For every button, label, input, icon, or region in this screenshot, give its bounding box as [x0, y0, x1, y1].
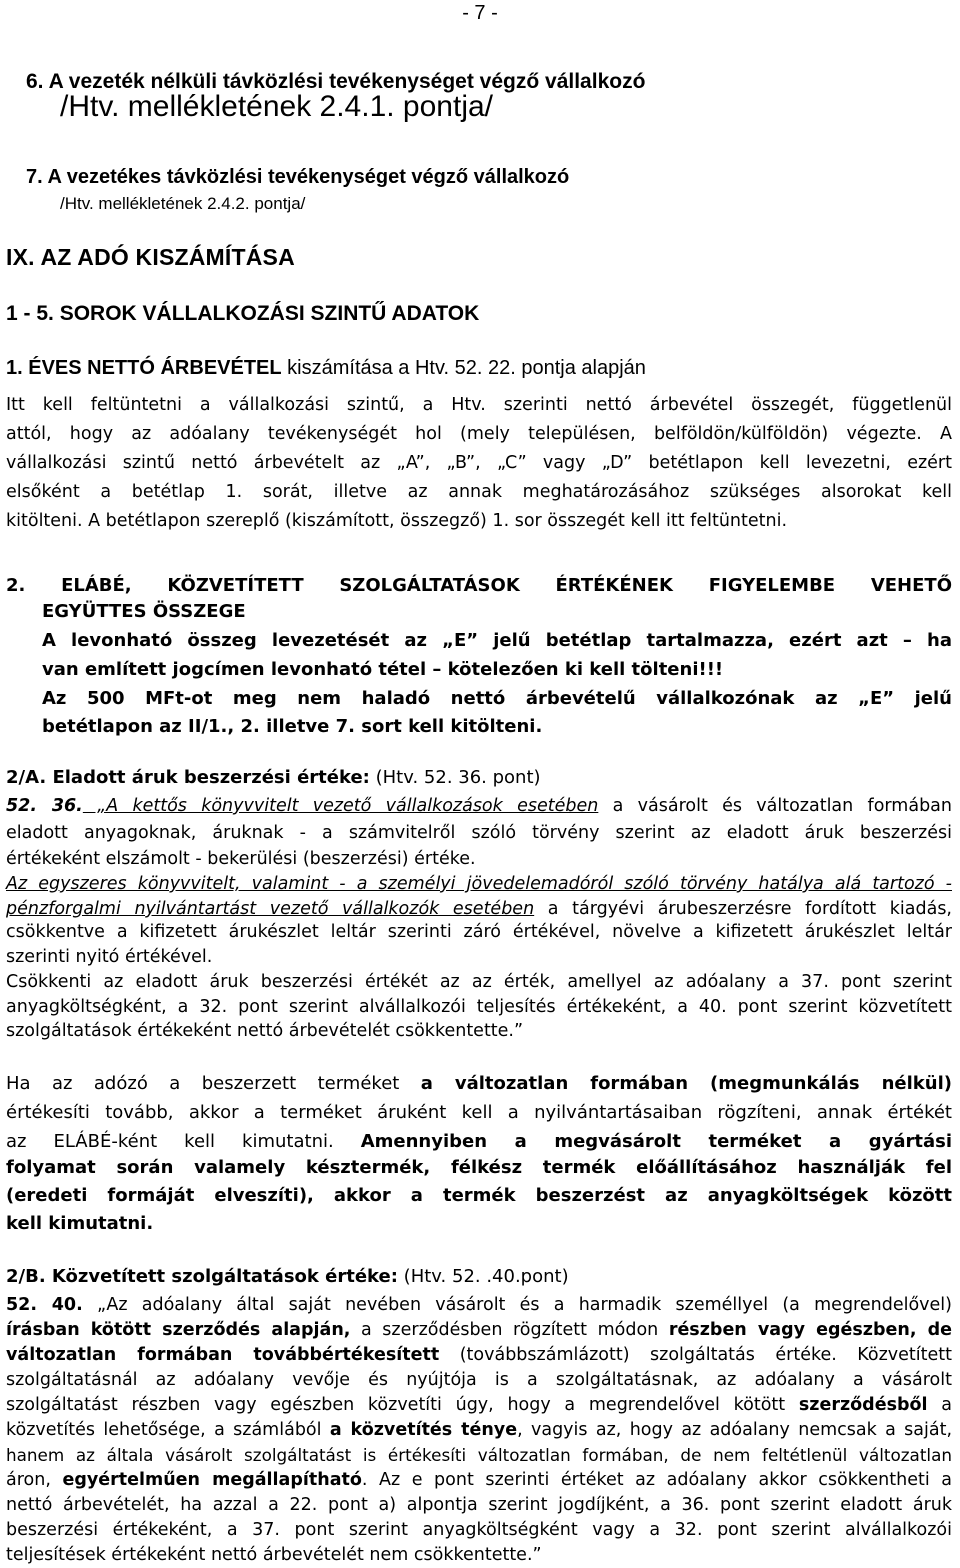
- item-1-title: 1. ÉVES NETTÓ ÁRBEVÉTEL: [6, 357, 282, 379]
- item-2-note: Az 500 MFt-ot meg nem haladó nettó árbevételű vállalkozónak az „E” jelű: [42, 688, 952, 709]
- item-2a-para-bold: a változatlan formában (megmunkálás nélkül): [420, 1073, 952, 1094]
- item-2b-line: [6, 1345, 952, 1365]
- item-2b-line: szolgáltatásnál az adóalany vevője és nyújtója is a szolgáltatásnak, az adóalany a vásárolt: [6, 1370, 952, 1390]
- item-2a-para-text: Ha az adózó a beszerzett terméket: [6, 1073, 421, 1094]
- item-2b-bold: változatlan formában továbbértékesített: [6, 1345, 440, 1365]
- item-2b-text: , vagyis az, hogy az adóalany nemcsak a saját,: [517, 1420, 953, 1440]
- item-2b-title: 2/B. Közvetített szolgáltatások értéke:: [6, 1266, 398, 1287]
- item-2a-simplified-rest: a tárgyévi árubeszerzésre fordított kiadás,: [534, 899, 952, 919]
- item-1-line: kitölteni. A betétlapon szereplő (kiszámított, összegző) 1. sor összegét kell itt feltüntetni.: [6, 511, 788, 531]
- item-2b-text: a szerződésben rögzített módon: [350, 1320, 669, 1340]
- item-2a-para-text: az ELÁBÉ-ként kell kimutatni.: [6, 1131, 361, 1152]
- item-2b-title-rest: (Htv. 52. .40.pont): [397, 1266, 569, 1287]
- item-2b-bold: szerződésből: [798, 1395, 928, 1415]
- item-2b-line: hanem az általa vásárolt szolgáltatást is értékesíti változatlan formában, de nem feltétlenül változatlan: [6, 1445, 952, 1465]
- item-1-line: vállalkozási szintű nettó árbevételt az „A”, „B”, „C” vagy „D” betétlapon kell levezetni, ezért: [6, 453, 952, 473]
- item-2b-text: . Az e pont szerinti értéket az adóalany akkor csökkentheti a: [361, 1470, 952, 1490]
- item-1-line: elsőként a betétlap 1. sorát, illetve az annak meghatározásához szükséges alsorokat kell: [6, 482, 952, 502]
- item-2a-line: anyagköltségként, a 32. pont szerint alvállalkozói teljesítés értékeként, a 40. pont szerint közvetített: [6, 997, 952, 1017]
- item-2b-heading: [6, 1266, 952, 1287]
- item-2a-line: szolgáltatások értékeként nettó árbevételét csökkentette.”: [6, 1021, 524, 1041]
- section-6-title: 6. A vezeték nélküli távközlési tevékenységet végző vállalkozó: [26, 70, 646, 93]
- item-2a-ref-rest: a vásárolt és változatlan formában: [598, 796, 952, 816]
- item-2-heading: 2. ELÁBÉ, KÖZVETÍTETT SZOLGÁLTATÁSOK ÉRTÉKÉNEK FIGYELEMBE VEHETŐ: [6, 575, 952, 596]
- item-2a-title: 2/A. Eladott áruk beszerzési értéke:: [6, 767, 370, 788]
- item-2a-definition: [6, 796, 952, 816]
- item-2b-bold: a közvetítés ténye: [329, 1420, 518, 1440]
- item-2a-line: értékeként elszámolt - bekerülési (beszerzési) értéke.: [6, 849, 476, 869]
- item-1-line: Itt kell feltüntetni a vállalkozási szintű, a Htv. szerinti nettó árbevétel összegét, függetlenül: [6, 395, 952, 415]
- section-7-reference: /Htv. mellékletének 2.4.2. pontja/: [60, 194, 306, 213]
- item-2a-simplified-cont: [6, 899, 952, 919]
- item-2-note: van említett jogcímen levonható tétel – kötelezően ki kell tölteni!!!: [42, 659, 724, 680]
- item-2a-para-bold: Amennyiben a megvásárolt terméket a gyártási: [360, 1131, 952, 1152]
- item-2a-ref: 52. 36.: [6, 796, 83, 816]
- item-1-title-rest: kiszámítása a Htv. 52. 22. pontja alapján: [281, 357, 646, 379]
- item-2a-para-line: értékesíti tovább, akkor a terméket áruként kell a nyilvántartásaiban rögzíteni, annak értékét: [6, 1102, 952, 1123]
- item-2a-para-bold-line: kell kimutatni.: [6, 1213, 154, 1234]
- section-6-reference: /Htv. mellékletének 2.4.1. pontja/: [60, 90, 494, 123]
- page-number: - 7 -: [462, 2, 498, 24]
- item-2a-heading: [6, 767, 952, 788]
- item-2b-bold: írásban kötött szerződés alapján,: [6, 1320, 351, 1340]
- item-2b-ref: 52. 40.: [6, 1295, 83, 1315]
- item-2b-text: közvetítés lehetősége, a számlából: [6, 1420, 330, 1440]
- item-2b-line: nettó árbevételét, ha azzal a 22. pont a) alpontja szerint jogdíjként, a 36. pont szerint eladott áruk: [6, 1495, 952, 1515]
- item-2b-text: szolgáltatást részben vagy egészben közvetíti úgy, hogy a megrendelővel kötött: [6, 1395, 799, 1415]
- item-2a-para-bold-line: folyamat során valamely késztermék, félkész termék előállításához használják fel: [6, 1157, 952, 1178]
- item-2a-simplified-italic: pénzforgalmi nyilvántartást vezető vállalkozók esetében: [6, 899, 535, 919]
- item-2b-text: (továbbszámlázott) szolgáltatás értéke. Közvetített: [439, 1345, 952, 1365]
- item-2b-line: beszerzési értékeként, a 37. pont szerint anyagköltségként vagy a 32. pont szerint alvállalkozói: [6, 1520, 952, 1540]
- item-2a-para-line: [6, 1131, 952, 1152]
- item-2-heading-cont: EGYÜTTES ÖSSZEGE: [42, 601, 246, 622]
- chapter-heading: IX. AZ ADÓ KISZÁMÍTÁSA: [6, 244, 295, 270]
- item-2-note: betétlapon az II/1., 2. illetve 7. sort kell kitölteni.: [42, 716, 543, 737]
- item-2b-line: [6, 1470, 952, 1490]
- item-2a-simplified: Az egyszeres könyvvitelt, valamint - a személyi jövedelemadóról szóló törvény hatálya alá tartozó -: [6, 874, 952, 894]
- item-2a-line: eladott anyagoknak, áruknak - a számvitelről szóló törvény szerint az eladott áruk beszerzési: [6, 823, 952, 843]
- item-2b-bold: részben vagy egészben, de: [668, 1320, 952, 1340]
- item-2b-bold: egyértelműen megállapítható: [62, 1470, 362, 1490]
- rows-heading: 1 - 5. SOROK VÁLLALKOZÁSI SZINTŰ ADATOK: [6, 302, 480, 325]
- item-1-line: attól, hogy az adóalany tevékenységét hol (mely településen, belföldön/külföldön) végezte. A: [6, 424, 952, 444]
- item-2b-ref-rest: „Az adóalany által saját nevében vásárolt és a harmadik személlyel (a megrendelővel): [82, 1295, 952, 1315]
- item-2b-line: [6, 1395, 952, 1415]
- item-2a-line: Csökkenti az eladott áruk beszerzési értékét az az érték, amellyel az adóalany a 37. pont szerint: [6, 972, 952, 992]
- item-2b-line: teljesítések értékeként nettó árbevételét nem csökkentette.”: [6, 1545, 542, 1565]
- item-2b-text: áron,: [6, 1470, 63, 1490]
- item-2a-line: csökkentve a kifizetett árukészlet leltár szerinti záró értékével, növelve a kifizetett árukészlet leltár: [6, 922, 952, 942]
- item-2-note: A levonható összeg levezetését az „E” jelű betétlap tartalmazza, ezért azt – ha: [42, 630, 952, 651]
- item-2a-title-rest: (Htv. 52. 36. pont): [369, 767, 541, 788]
- item-2b-line: [6, 1420, 952, 1440]
- item-2b-text: a: [927, 1395, 952, 1415]
- item-2a-line: szerinti nyitó értékével.: [6, 947, 213, 967]
- item-2b-line: [6, 1295, 952, 1315]
- item-2a-ref-italic: „A kettős könyvvitelt vezető vállalkozások esetében: [82, 796, 599, 816]
- item-2a-para: [6, 1073, 952, 1094]
- item-2b-line: [6, 1320, 952, 1340]
- section-7-title: 7. A vezetékes távközlési tevékenységet végző vállalkozó: [26, 166, 570, 188]
- item-2a-para-bold-line: (eredeti formáját elveszíti), akkor a termék beszerzést az anyagköltségek között: [6, 1185, 952, 1206]
- item-1-heading: [6, 357, 952, 380]
